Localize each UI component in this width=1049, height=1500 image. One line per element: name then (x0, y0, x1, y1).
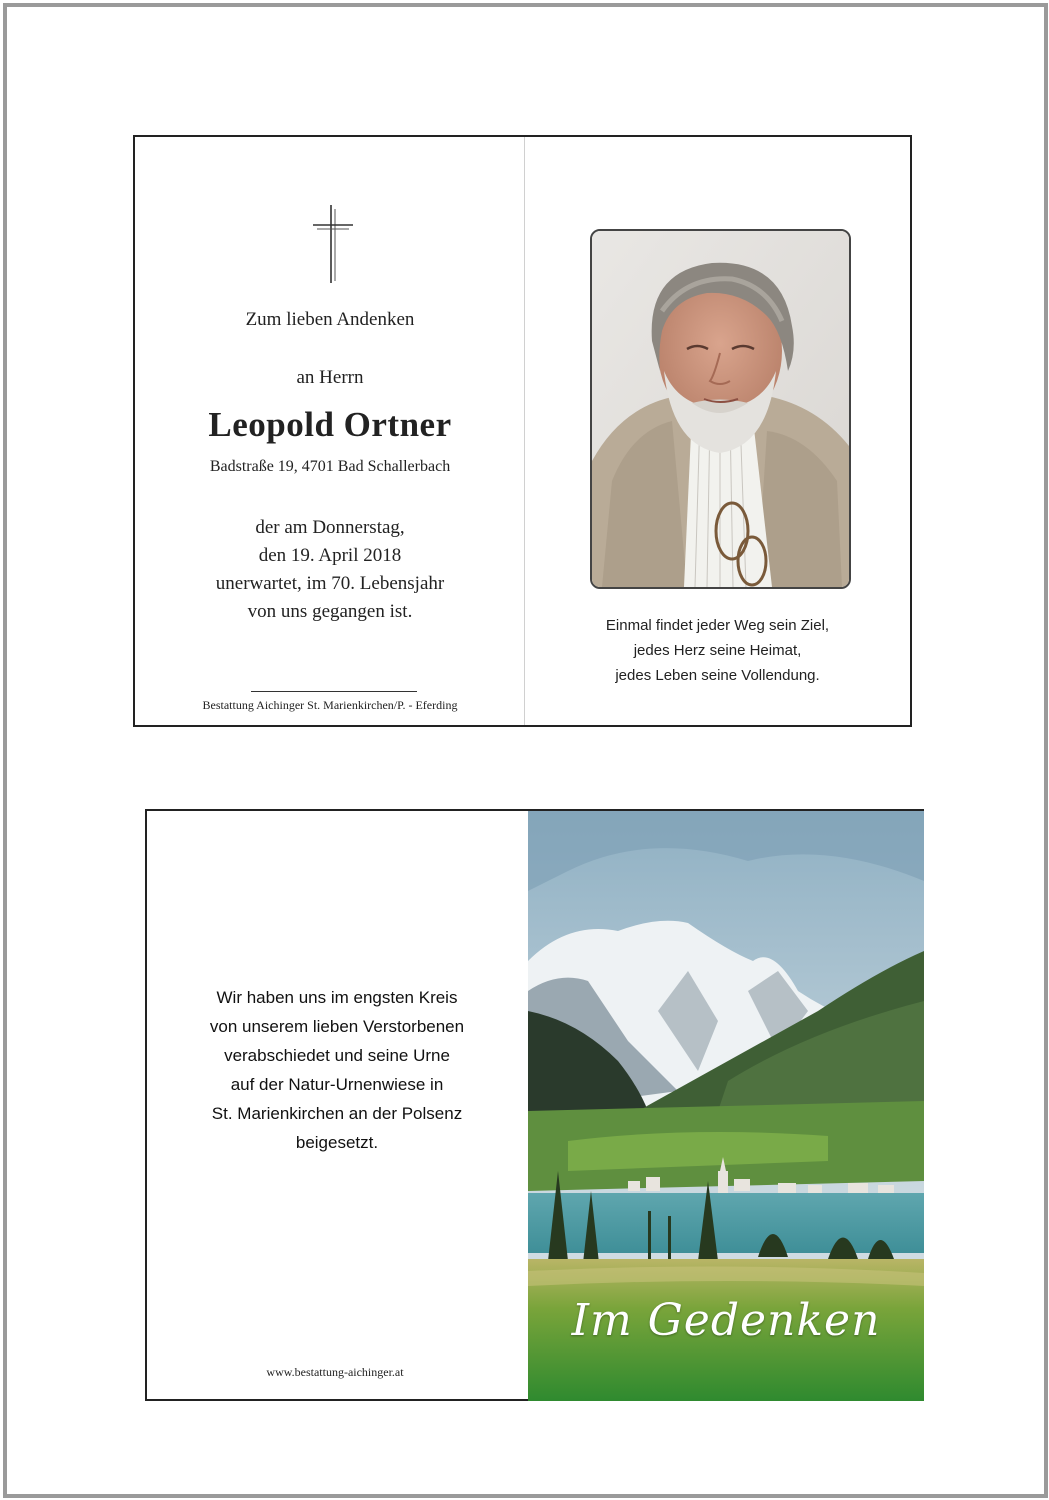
message-line: beigesetzt. (295, 1133, 379, 1152)
portrait-photo (590, 229, 851, 589)
burial-message (147, 983, 527, 1157)
deceased-address: Badstraße 19, 4701 Bad Schallerbach (209, 458, 451, 475)
memorial-quote (525, 613, 910, 688)
quote-line: jedes Herz seine Heimat, (633, 642, 802, 659)
memorial-card-front (133, 135, 912, 727)
landscape-photo (528, 811, 924, 1401)
undertaker-name: Bestattung Aichinger St. Marienkirchen/P. - Eferding (202, 698, 458, 712)
salutation-text: an Herrn (296, 367, 364, 388)
death-notice (135, 514, 525, 626)
message-line: Wir haben uns im engsten Kreis (216, 988, 458, 1007)
deceased-name: Leopold Ortner (208, 405, 452, 444)
divider-line (251, 691, 417, 692)
death-notice-line: unerwartet, im 70. Lebensjahr (215, 573, 445, 594)
message-line: von unserem lieben Verstorbenen (209, 1017, 465, 1036)
website-text: www.bestattung-aichinger.at (266, 1365, 404, 1379)
greeting-text: Zum lieben Andenken (245, 309, 415, 330)
death-notice-line: den 19. April 2018 (258, 545, 402, 566)
message-line: verabschiedet und seine Urne (224, 1046, 450, 1065)
death-notice-line: der am Donnerstag, (255, 517, 405, 538)
death-notice-line: von uns gegangen ist. (247, 601, 413, 622)
front-left-panel (135, 137, 525, 725)
portrait-image (592, 231, 849, 587)
quote-line: Einmal findet jeder Weg sein Ziel, (605, 617, 830, 634)
message-line: St. Marienkirchen an der Polsenz (211, 1104, 463, 1123)
memorial-card-back (145, 809, 924, 1401)
quote-line: jedes Leben seine Vollendung. (615, 667, 820, 684)
cross-icon (311, 203, 355, 285)
message-line: auf der Natur-Urnenwiese in (230, 1075, 444, 1094)
image-title: Im Gedenken (571, 1295, 881, 1346)
